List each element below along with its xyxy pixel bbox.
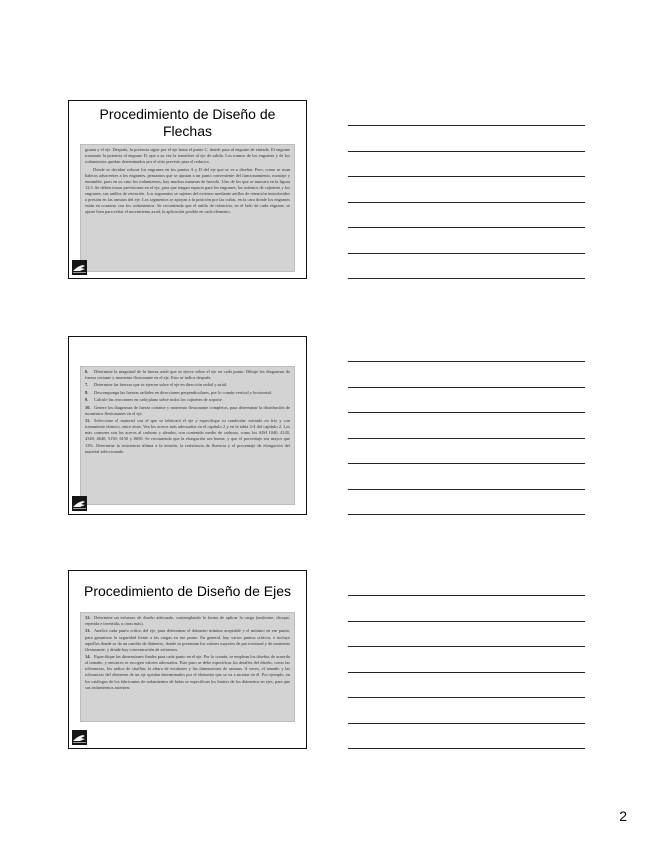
note-line: [348, 672, 585, 673]
item-text: Genere los diagramas de fuerza cortante y momento flexionante completos, para determinar la distribución de momentos flexionantes en el eje.: [85, 404, 290, 416]
note-line: [348, 278, 585, 279]
item-text: Especifique las dimensiones finales para cada punto en el eje. Por lo común, se emplean los diseños de acuerdo al tamaño, y entonces se escogen valores adecuados. Este paso se debe especificar los detalles del diseño, como las tolerancias, los radios de chaflán, la altura de escalones y las dimensiones de ranuras. A veces, el tamaño y las tolerancias del elemento de un eje quedan determinados por el elemento que se va a montar en él. Por ejemplo, en los catálogos de los fabricantes de rodamientos de bolas se especifican los límites de los diámetros en ejes, para que sus rodamientos asienten.: [85, 654, 290, 690]
note-line: [348, 489, 585, 490]
logo-icon: [72, 730, 87, 745]
note-line: [348, 438, 585, 439]
note-line: [348, 202, 585, 203]
note-line: [348, 723, 585, 724]
scan-item: [85, 369, 290, 381]
scan-paragraph: grama y el eje. Después, la potencia sigue por el eje hasta el punto C, donde pasa al engrane de entrada. El engrane transmite la potencia al engrane D, que a su vez la transfiere al eje de salida. Los tramos de los engranes y de los rodamientos quedan determinados por el sitio previsto para el reductor.: [85, 147, 290, 165]
scan-item: [85, 628, 290, 652]
scanned-text-image: [80, 366, 295, 505]
slide-thumbnail-1: [68, 100, 307, 279]
note-line: [348, 621, 585, 622]
scan-item: [85, 405, 290, 417]
item-number: 10.: [85, 404, 91, 410]
note-line: [348, 514, 585, 515]
item-number: 8.: [85, 389, 89, 395]
note-line: [348, 646, 585, 647]
notes-lines-2: [348, 361, 585, 540]
logo-icon: [72, 496, 87, 511]
note-line: [348, 151, 585, 152]
scan-paragraph: Donde se decidan colocar los engranes en los puntos A y D del eje que se va a diseñar. Pero, como se usan baleros adyacentes a los engranes, pensamos que se ajustan a un punto conveniente del funcionamiento, montaje y ensamble, pues en su caso los rodamientos, hay muchas maneras de hacerlo. Uno de los que se muestra en la figura 12.5. Se deben tomar previsiones en el eje, para que tengan espacio para los engranes, los asientos de cojinetes y los engranes, sus anillos de retención. Los segmentos se sujetan del extremo mediante anillos de retención introducidos a presión en las ranuras del eje. Los segmentos se apoyan a la posición por las cuñas, en la cara donde los engranes están en contacto con los rodamientos. Se recomienda que el anillo de retención, en el lado de cada engrane, se ajuste bien para evitar el movimiento axial, la aplicación posible en cada elemento.: [85, 166, 290, 215]
note-line: [348, 412, 585, 413]
note-line: [348, 463, 585, 464]
slide-title: Procedimiento de Diseño de Flechas: [99, 106, 276, 139]
scanned-text-image: [80, 144, 295, 272]
scan-item: [85, 390, 290, 396]
slide-title: Procedimiento de Diseño de Ejes: [83, 583, 291, 599]
page-number: 2: [619, 808, 627, 824]
scan-item: [85, 615, 290, 627]
note-line: [348, 748, 585, 749]
item-text: Analice cada punto crítico del eje, para determinar el diámetro mínimo aceptable y el mínimo en ese punto, para garantizar la seguridad frente a las cargas en ese punto. En general, hay varios puntos críticos, e incluye aquellos donde se da un cambio de diámetro, donde se presentan los valores mayores de par torsional y de momento flexionante, y donde hay concentración de esfuerzos.: [85, 628, 290, 652]
item-number: 13.: [85, 628, 91, 634]
note-line: [348, 253, 585, 254]
scan-item: [85, 654, 290, 691]
item-text: Calcule las reacciones en cada plano sobre todos los cojinetes de soporte.: [94, 397, 223, 403]
item-text: Determine un esfuerzo de diseño adecuado, contemplando la forma de aplicar la carga (uniforme, choque, repetida e invertida, u otras más).: [85, 615, 290, 627]
scanned-text-image: [80, 612, 295, 722]
item-number: 7.: [85, 382, 89, 388]
note-line: [348, 387, 585, 388]
scan-item: [85, 418, 290, 455]
item-text: Descomponga las fuerzas radiales en direcciones perpendiculares, por lo común vertical y horizontal.: [94, 389, 272, 395]
item-number: 11.: [85, 418, 91, 424]
note-line: [348, 125, 585, 126]
slide-thumbnail-3: [68, 570, 307, 749]
scan-item: [85, 397, 290, 403]
note-line: [348, 227, 585, 228]
item-text: Determine las fuerzas que se ejercen sobre el eje en dirección radial y axial.: [94, 382, 228, 388]
note-line: [348, 595, 585, 596]
notes-lines-1: [348, 125, 585, 304]
scan-item: [85, 382, 290, 388]
item-number: 14.: [85, 654, 91, 660]
note-line: [348, 361, 585, 362]
note-line: [348, 176, 585, 177]
item-number: 12.: [85, 615, 91, 620]
note-line: [348, 697, 585, 698]
item-number: 9.: [85, 397, 89, 403]
logo-icon: [72, 260, 87, 275]
item-number: 6.: [85, 369, 89, 374]
item-text: Seleccione el material con el que se fabricará el eje y especifique su condición: estirado en frío y con tratamiento térmico, entre otras. Vea los aceros más adecuados en el capítulo 2 y en la tabla 2-4 del capítulo 2. Los más comunes son los aceros al carbono y aleados, con contenido medio de carbono, como los AISI 1040, 4140, 4340, 4640, 5150, 6150 y 8650. Se recomienda que la elongación sea buena, y que el porcentaje sea mayor que 12%. Determine la resistencia última a la tensión, la resistencia de fluencia y el porcentaje de elongación del material seleccionado.: [85, 418, 290, 454]
slide-thumbnail-2: [68, 336, 307, 515]
item-text: Determine la magnitud de la fuerza axial que se ejerce sobre el eje en cada punto. Dibuje los diagramas de fuerza cortante y momento flexionante en el eje. Esto se indica después.: [85, 369, 290, 381]
notes-lines-3: [348, 595, 585, 774]
